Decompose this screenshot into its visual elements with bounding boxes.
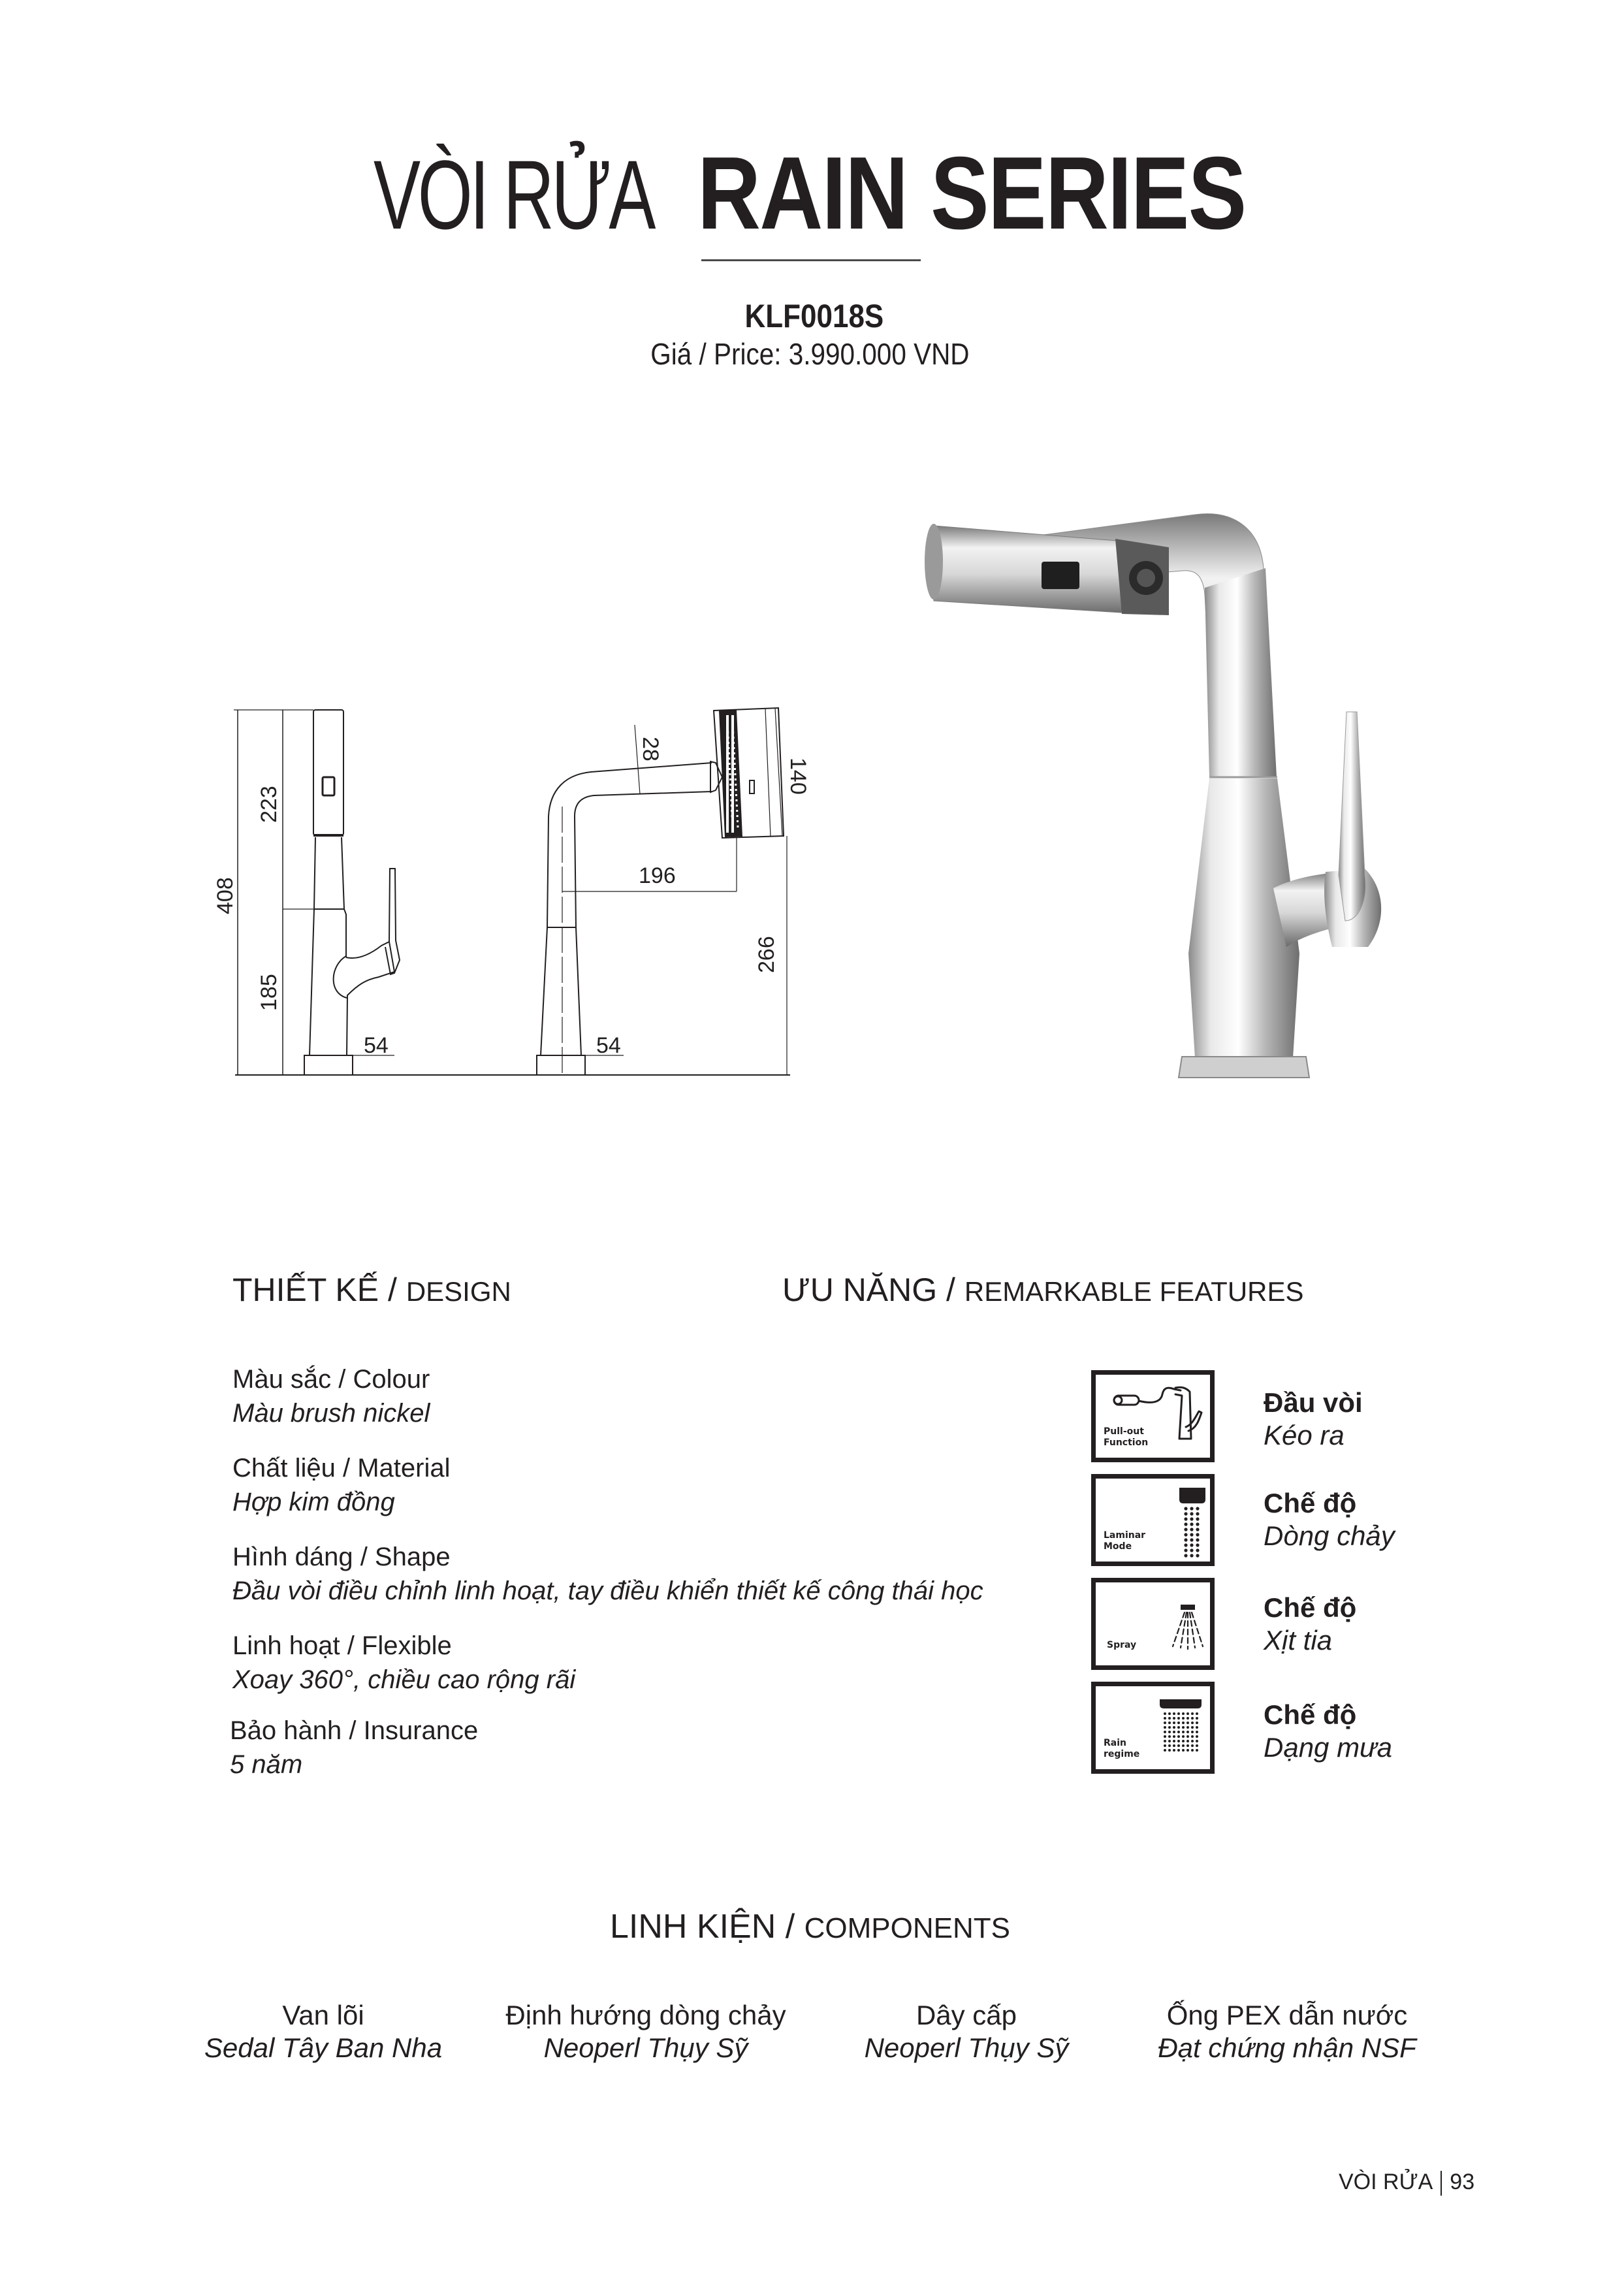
flow-dot (1184, 1522, 1187, 1526)
flow-dot (1184, 1543, 1187, 1546)
rain-dot (1186, 1722, 1189, 1724)
dim-label-spout-height: 266 (754, 936, 779, 973)
rain-dot (1164, 1731, 1166, 1733)
rain-dot (1196, 1735, 1198, 1738)
design-heading: THIẾT KẾ / DESIGN (232, 1272, 511, 1308)
footer-divider (1441, 2171, 1442, 2196)
rain-dot (1182, 1731, 1185, 1733)
rain-dot (1177, 1749, 1180, 1752)
nozzle-hole (727, 742, 729, 744)
flow-dot (1184, 1554, 1187, 1557)
design-item-value: Đầu vòi điều chỉnh linh hoạt, tay điều khiển thiết kế công thái học (232, 1577, 983, 1605)
flow-dot (1184, 1528, 1187, 1531)
nozzle-hole (733, 742, 735, 744)
nozzle-hole (734, 763, 736, 765)
nozzle-hole (731, 820, 733, 822)
rain-dot (1196, 1749, 1198, 1752)
nozzle-hole (728, 752, 730, 754)
nozzle-hole (737, 815, 739, 817)
rain-dot (1168, 1735, 1171, 1738)
nozzle-hole (733, 747, 735, 749)
design-item-label: Chất liệu / Material (232, 1454, 451, 1482)
design-item-label: Linh hoạt / Flexible (232, 1631, 452, 1660)
rain-dot (1191, 1712, 1194, 1715)
design-item-label: Màu sắc / Colour (232, 1365, 430, 1394)
rain-dot (1196, 1731, 1198, 1733)
component-title: Ống PEX dẫn nước (1166, 2000, 1408, 2030)
rain-dot (1182, 1726, 1185, 1729)
rain-dot (1164, 1735, 1166, 1738)
nozzle-hole (728, 758, 730, 760)
rain-dot (1173, 1722, 1175, 1724)
rain-dot (1173, 1740, 1175, 1742)
flow-dot (1184, 1548, 1187, 1552)
flow-dot (1184, 1512, 1187, 1515)
rain-dot (1177, 1712, 1180, 1715)
flow-dot (1196, 1517, 1199, 1520)
rain-dot (1191, 1717, 1194, 1720)
feature-icon-box (1091, 1370, 1215, 1462)
nozzle-hole (735, 794, 737, 796)
nozzle-hole (727, 737, 729, 739)
nozzle-hole (726, 716, 728, 718)
rain-dot (1191, 1740, 1194, 1742)
nozzle-hole (729, 763, 731, 765)
right-view-spout-inner (575, 792, 712, 1055)
rain-dot (1186, 1731, 1189, 1733)
rain-dot (1164, 1749, 1166, 1752)
rain-dot (1168, 1731, 1171, 1733)
nozzle-hole (736, 810, 738, 812)
rain-dot (1177, 1722, 1180, 1724)
flow-dot (1196, 1522, 1199, 1526)
flow-dot (1190, 1507, 1193, 1510)
nozzle-hole (731, 721, 733, 723)
flow-dot (1190, 1554, 1193, 1557)
design-item-label: Hình dáng / Shape (232, 1543, 451, 1571)
dim-label-upper: 223 (257, 786, 281, 823)
rain-dot (1164, 1744, 1166, 1747)
rain-dot (1177, 1726, 1180, 1729)
rain-dot (1173, 1717, 1175, 1720)
nozzle-hole (737, 825, 739, 827)
feature-icon-box (1091, 1578, 1215, 1670)
flow-dot (1184, 1533, 1187, 1536)
rain-dot (1182, 1735, 1185, 1738)
flow-dot (1184, 1538, 1187, 1541)
rain-dot (1196, 1744, 1198, 1747)
dim-label-lower: 185 (257, 974, 281, 1011)
component-title: Van lõi (282, 2000, 364, 2030)
design-item-value: Màu brush nickel (232, 1399, 430, 1428)
spray-icon (1168, 1602, 1207, 1654)
rain-dot (1168, 1712, 1171, 1715)
feature-subtitle: Kéo ra (1264, 1420, 1345, 1450)
right-view-base (537, 1055, 585, 1075)
flow-dot (1196, 1533, 1199, 1536)
rain-dot (1168, 1717, 1171, 1720)
nozzle-hole (737, 820, 739, 822)
rain-shower-icon (1158, 1698, 1204, 1757)
rain-dot (1191, 1744, 1194, 1747)
rain-dot (1168, 1744, 1171, 1747)
flow-dot (1190, 1543, 1193, 1546)
rain-dot (1196, 1726, 1198, 1729)
technical-drawing (213, 699, 810, 1091)
nozzle-hole (736, 805, 738, 807)
rain-dot (1164, 1722, 1166, 1724)
rain-dot (1177, 1735, 1180, 1738)
feature-title: Chế độ (1264, 1592, 1357, 1623)
rain-dot (1196, 1717, 1198, 1720)
rain-dot (1173, 1712, 1175, 1715)
rain-dot (1168, 1722, 1171, 1724)
price-text: Giá / Price: 3.990.000 VND (650, 337, 970, 371)
nozzle-hole (729, 784, 731, 786)
rain-dot (1164, 1717, 1166, 1720)
component-subtitle: Sedal Tây Ban Nha (204, 2032, 443, 2063)
feature-icon-label: Rain regime (1104, 1738, 1140, 1759)
category-title: VÒI RỬA (374, 140, 654, 249)
rain-dot (1191, 1749, 1194, 1752)
flow-dot (1184, 1507, 1187, 1510)
title-divider (701, 259, 921, 261)
component-subtitle: Neoperl Thụy Sỹ (543, 2032, 748, 2063)
nozzle-hole (731, 815, 733, 817)
dim-label-total: 408 (213, 877, 238, 914)
rain-dot (1196, 1712, 1198, 1715)
rain-dot (1182, 1717, 1185, 1720)
flow-dot (1196, 1528, 1199, 1531)
dim-label-base-left: 54 (364, 1033, 389, 1058)
rain-dot (1186, 1740, 1189, 1742)
flow-dot (1196, 1507, 1199, 1510)
rain-dot (1191, 1726, 1194, 1729)
left-view-base (304, 1055, 353, 1075)
rain-dot (1191, 1735, 1194, 1738)
flow-dot (1190, 1528, 1193, 1531)
rain-dot (1173, 1726, 1175, 1729)
nozzle-hole (731, 810, 733, 812)
nozzle-hole (730, 789, 732, 791)
flow-dot (1190, 1522, 1193, 1526)
nozzle-hole (729, 778, 731, 780)
nozzle-hole (732, 726, 734, 728)
rain-dot (1177, 1731, 1180, 1733)
design-item-value: Hợp kim đồng (232, 1488, 395, 1516)
nozzle-hole (727, 731, 729, 733)
nozzle-hole (729, 773, 731, 775)
nozzle-hole (735, 784, 737, 786)
components-heading: LINH KIỆN / COMPONENTS (610, 1908, 1010, 1946)
flow-dot (1190, 1548, 1193, 1552)
rain-dot (1168, 1726, 1171, 1729)
rain-dot (1186, 1744, 1189, 1747)
rain-dot (1173, 1749, 1175, 1752)
rain-dot (1164, 1712, 1166, 1715)
flow-dot (1196, 1538, 1199, 1541)
feature-subtitle: Dạng mưa (1264, 1732, 1393, 1763)
product-photo (908, 496, 1384, 1084)
flow-dot (1196, 1548, 1199, 1552)
feature-icon-box (1091, 1682, 1215, 1774)
nozzle-hole (727, 747, 729, 749)
component-title: Dây cấp (915, 2000, 1017, 2030)
rain-dot (1186, 1749, 1189, 1752)
rain-dot (1186, 1712, 1189, 1715)
flow-dot (1190, 1517, 1193, 1520)
rain-dot (1182, 1749, 1185, 1752)
component-subtitle: Đạt chứng nhận NSF (1158, 2032, 1416, 2063)
rain-dot (1173, 1731, 1175, 1733)
rain-dot (1191, 1722, 1194, 1724)
page-footer (1339, 2170, 1474, 2196)
feature-subtitle: Dòng chảy (1264, 1520, 1395, 1551)
rain-dot (1177, 1717, 1180, 1720)
rain-dot (1182, 1744, 1185, 1747)
nozzle-hole (731, 716, 733, 718)
page-number: 93 (1450, 2170, 1475, 2194)
left-view-head (313, 710, 343, 835)
dim-label-thickness: 28 (638, 737, 663, 761)
flow-dot (1190, 1512, 1193, 1515)
nozzle-hole (730, 799, 732, 801)
features-heading: ƯU NĂNG / REMARKABLE FEATURES (782, 1272, 1304, 1308)
flow-dot (1190, 1533, 1193, 1536)
flow-dot (1196, 1543, 1199, 1546)
rain-dot (1182, 1722, 1185, 1724)
dim-label-reach: 196 (639, 863, 676, 888)
nozzle-hole (731, 825, 733, 827)
nozzle-hole (729, 768, 731, 770)
nozzle-hole (730, 794, 732, 796)
rain-dot (1164, 1740, 1166, 1742)
rain-dot (1186, 1717, 1189, 1720)
component-subtitle: Neoperl Thụy Sỹ (864, 2032, 1069, 2063)
rain-dot (1177, 1740, 1180, 1742)
right-view-spout-outer (541, 763, 712, 1055)
feature-icon-label: Spray (1107, 1640, 1137, 1650)
nozzle-hole (726, 721, 728, 723)
nozzle-hole (735, 778, 737, 780)
footer-section: VÒI RỬA (1339, 2170, 1433, 2194)
design-item-value: 5 năm (230, 1750, 303, 1779)
nozzle-hole (727, 726, 729, 728)
rain-dot (1173, 1744, 1175, 1747)
rain-dot (1168, 1740, 1171, 1742)
nozzle-hole (735, 789, 737, 791)
rain-dot (1168, 1749, 1171, 1752)
rain-dot (1182, 1740, 1185, 1742)
nozzle-hole (732, 731, 734, 733)
design-item-value: Xoay 360°, chiều cao rộng rãi (232, 1665, 576, 1694)
rain-dot (1164, 1726, 1166, 1729)
nozzle-hole (733, 752, 735, 754)
feature-subtitle: Xịt tia (1264, 1625, 1333, 1656)
feature-icon-label: Pull-out Function (1104, 1426, 1149, 1448)
nozzle-hole (734, 768, 736, 770)
nozzle-hole (733, 737, 735, 739)
component-title: Định hướng dòng chảy (505, 2000, 786, 2030)
feature-icon-box (1091, 1474, 1215, 1566)
model-code: KLF0018S (744, 298, 884, 334)
nozzle-hole (733, 758, 735, 760)
rain-dot (1186, 1726, 1189, 1729)
feature-title: Chế độ (1264, 1488, 1357, 1518)
flow-dot (1196, 1512, 1199, 1515)
dim-label-base-right: 54 (596, 1033, 621, 1058)
laminar-flow-icon (1178, 1485, 1207, 1557)
flow-dot (1196, 1554, 1199, 1557)
nozzle-hole (734, 773, 736, 775)
flow-dot (1184, 1517, 1187, 1520)
rain-dot (1191, 1731, 1194, 1733)
rain-dot (1196, 1722, 1198, 1724)
feature-icon-label: Laminar Mode (1104, 1530, 1146, 1552)
feature-title: Đầu vòi (1264, 1387, 1363, 1418)
rain-dot (1196, 1740, 1198, 1742)
design-item-label: Bảo hành / Insurance (230, 1716, 479, 1745)
nozzle-hole (735, 799, 737, 801)
rain-dot (1177, 1744, 1180, 1747)
nozzle-hole (731, 805, 733, 807)
series-title: RAIN SERIES (697, 136, 1246, 251)
dim-label-head: 140 (786, 758, 810, 795)
flow-dot (1190, 1538, 1193, 1541)
rain-dot (1186, 1735, 1189, 1738)
rain-dot (1173, 1735, 1175, 1738)
rain-dot (1182, 1712, 1185, 1715)
feature-title: Chế độ (1264, 1699, 1357, 1730)
